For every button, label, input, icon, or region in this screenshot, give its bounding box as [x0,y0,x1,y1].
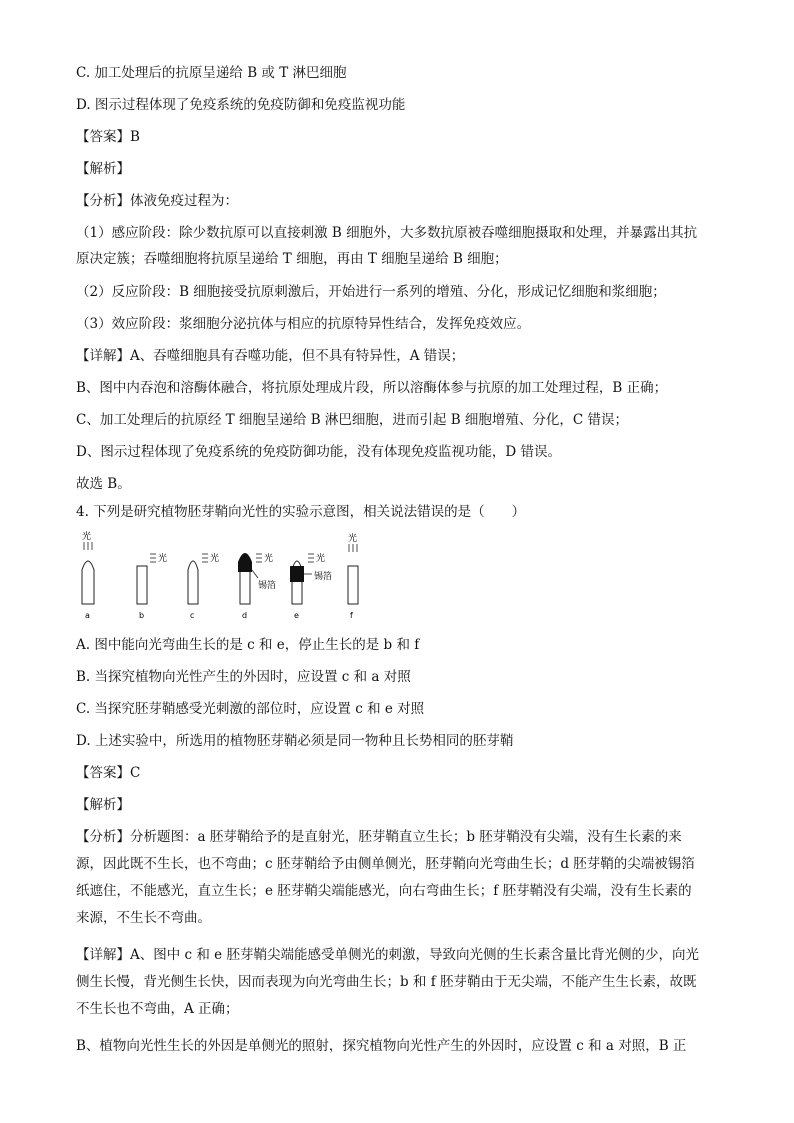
label-d: d [242,611,248,620]
light-label-c: 光 [210,554,220,564]
foil-label-d: 锡箔 [258,581,277,591]
light-label-a: 光 [82,532,92,542]
analysis-head: 【解析】 [76,797,130,813]
option-c: C. 当探究胚芽鞘感受光刺激的部位时，应设置 c 和 e 对照 [76,701,425,717]
label-b: b [139,611,145,620]
question-4-stem: 4. 下列是研究植物胚芽鞘向光性的实验示意图，相关说法错误的是（ ） [76,504,526,520]
detail-line-4: B、植物向光性生长的外因是单侧光的照射，探究植物向光性产生的外因时，应设置 c 和 a 对照，B 正 [76,1038,687,1054]
line-answer: 【答案】B [76,129,140,145]
line-stage-2: （2）反应阶段：B 细胞接受抗原刺激后，开始进行一系列的增殖、分化，形成记忆细胞和浆细胞； [76,284,666,300]
coleoptile-c [188,552,219,620]
detail-line-1: 【详解】A、图中 c 和 e 胚芽鞘尖端能感受单侧光的刺激，导致向光侧的生长素含量比背光侧的少，向光 [76,947,699,963]
line-detail-d: D、图示过程体现了免疫系统的免疫防御功能，没有体现免疫监视功能，D 错误。 [76,444,561,460]
coleoptile-b [137,552,167,620]
line-c-option: C. 加工处理后的抗原呈递给 B 或 T 淋巴细胞 [76,65,347,81]
line-stage-1a: （1）感应阶段：除少数抗原可以直接刺激 B 细胞外，大多数抗原被吞噬细胞摄取和处理，并暴露出其抗 [76,225,698,241]
label-c: c [190,611,195,620]
foil-label-e: 锡箔 [314,572,333,582]
coleoptile-e [290,552,332,620]
analysis-line-2: 源，因此既不生长，也不弯曲；c 胚芽鞘给予由侧单侧光，胚芽鞘向光弯曲生长；d 胚芽鞘的尖端被锡箔 [76,856,695,872]
answer-label: 【答案】C [76,765,141,781]
line-detail-a: 【详解】A、吞噬细胞具有吞噬功能，但不具有特异性，A 错误； [76,348,465,364]
line-analysis-intro: 【分析】体液免疫过程为： [76,193,238,209]
line-detail-b: B、图中内吞泡和溶酶体融合，将抗原处理成片段，所以溶酶体参与抗原的加工处理过程，B 正确； [76,380,668,396]
line-conclusion: 故选 B。 [76,476,131,492]
line-analysis-head: 【解析】 [76,161,130,177]
line-stage-1b: 原决定簇；吞噬细胞将抗原呈递给 T 细胞，再由 T 细胞呈递给 B 细胞； [76,251,508,267]
light-label-b: 光 [158,554,168,564]
light-label-f: 光 [348,534,358,544]
light-label-e: 光 [316,554,326,564]
label-e: e [294,611,299,620]
coleoptile-experiment-figure [76,530,376,630]
label-f: f [350,611,353,620]
coleoptile-f [348,532,358,620]
label-a: a [85,611,90,620]
line-stage-3: （3）效应阶段：浆细胞分泌抗体与相应的抗原特异性结合，发挥免疫效应。 [76,316,531,332]
line-d-option: D. 图示过程体现了免疫系统的免疫防御和免疫监视功能 [76,97,406,113]
option-d: D. 上述实验中，所选用的植物胚芽鞘必须是同一物种且长势相同的胚芽鞘 [76,733,514,749]
line-detail-c: C、加工处理后的抗原经 T 细胞呈递给 B 淋巴细胞，进而引起 B 细胞增殖、分化，C 错误； [76,412,629,428]
coleoptile-d [238,552,276,620]
analysis-line-4: 来源，不生长不弯曲。 [76,910,211,926]
detail-line-2: 侧生长慢，背光侧生长快，因而表现为向光弯曲生长；b 和 f 胚芽鞘由于无尖端，不能产生生长素，故既 [76,974,697,990]
coleoptile-a [82,530,94,620]
detail-line-3: 不生长也不弯曲，A 正确； [76,1001,239,1017]
analysis-line-1: 【分析】分析题图：a 胚芽鞘给予的是直射光，胚芽鞘直立生长；b 胚芽鞘没有尖端，没有生长素的来 [76,829,682,845]
option-b: B. 当探究植物向光性产生的外因时，应设置 c 和 a 对照 [76,669,411,685]
analysis-line-3: 纸遮住，不能感光，直立生长；e 胚芽鞘尖端能感光，向右弯曲生长；f 胚芽鞘没有尖端，没有生长素的 [76,883,692,899]
option-a: A. 图中能向光弯曲生长的是 c 和 e，停止生长的是 b 和 f [76,637,420,653]
light-label-d: 光 [264,554,274,564]
